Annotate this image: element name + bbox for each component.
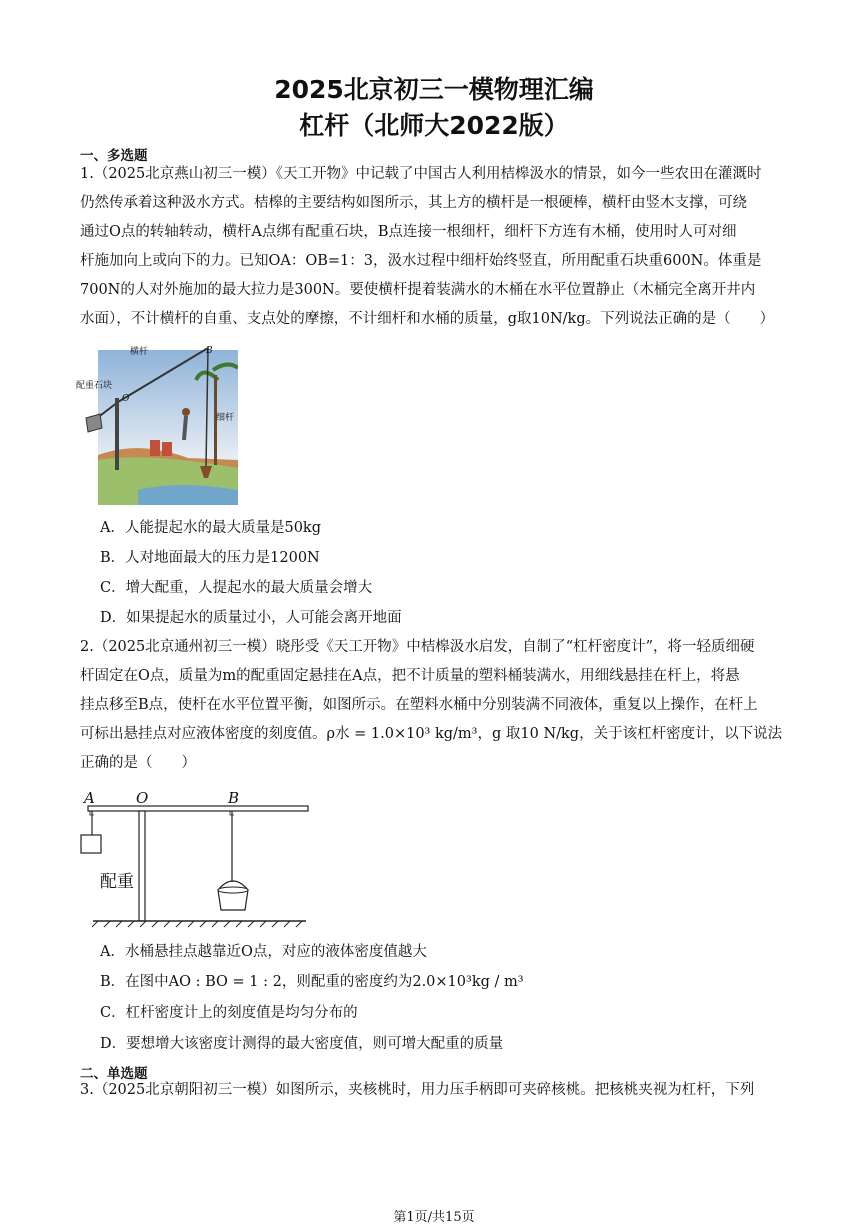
q1-option-a[interactable]: A．人能提起水的最大质量是50kg xyxy=(100,520,321,536)
q2-line: 杆固定在O点，质量为m的配重固定悬挂在A点，把不计质量的塑料桶装满水，用细线悬挂在杆上，将悬 xyxy=(80,668,740,684)
q1-line: 700N的人对外施加的最大拉力是300N。要使横杆提着装满水的木桶在水平位置静止（木桶完全离开井内 xyxy=(80,282,756,298)
q2-line: 正确的是（ ） xyxy=(80,755,196,771)
q1-option-d[interactable]: D．如果提起水的质量过小，人可能会离开地面 xyxy=(100,610,402,626)
q1-line: 仍然传承着这种汲水方式。桔槔的主要结构如图所示，其上方的横杆是一根硬棒，横杆由竖木支撑，可绕 xyxy=(80,195,747,211)
well-sweep-illustration xyxy=(78,340,238,505)
question-3-text xyxy=(80,1076,792,1105)
q2-option-a[interactable]: A．水桶悬挂点越靠近O点，对应的液体密度值越大 xyxy=(100,944,427,960)
section-multiple-choice: 一、多选题 xyxy=(80,148,148,164)
label-rod: 细杆 xyxy=(216,413,235,423)
q2-option-d[interactable]: D．要想增大该密度计测得的最大密度值，则可增大配重的质量 xyxy=(100,1036,504,1052)
label-b: B xyxy=(228,789,240,807)
label-point-o: O xyxy=(122,394,130,404)
label-point-b: B xyxy=(206,346,213,356)
page-title: 2025北京初三一模物理汇编 xyxy=(274,75,594,104)
q2-line: 挂点移至B点，使杆在水平位置平衡，如图所示。在塑料水桶中分别装满不同液体，重复以上操作，在杆上 xyxy=(80,697,758,713)
section-single-choice: 二、单选题 xyxy=(80,1066,148,1082)
label-counterweight: 配重 xyxy=(100,872,134,892)
page-number: 第1页/共15页 xyxy=(393,1210,475,1225)
q1-line: 1.（2025北京燕山初三一模）《天工开物》中记载了中国古人利用桔槔汲水的情景，如今一些农田在灌溉时 xyxy=(80,166,762,182)
q1-line: 水面），不计横杆的自重、支点处的摩擦，不计细杆和水桶的质量，g取10N/kg。下列说法正确的是（ ） xyxy=(80,311,775,327)
label-counterweight: 配重石块 xyxy=(76,381,113,391)
q1-option-c[interactable]: C．增大配重，人提起水的最大质量会增大 xyxy=(100,580,373,596)
q2-option-b[interactable]: B．在图中AO : BO = 1 : 2，则配重的密度约为2.0×10³kg / m³ xyxy=(100,974,524,990)
page-subtitle: 杠杆（北师大2022版） xyxy=(299,111,569,140)
q2-line: 可标出悬挂点对应液体密度的刻度值。ρ水 = 1.0×10³ kg/m³，g 取10 N/kg，关于该杠杆密度计，以下说法 xyxy=(80,726,783,742)
lever-density-meter-diagram xyxy=(78,790,318,930)
question-2-text xyxy=(80,633,792,778)
q1-option-b[interactable]: B．人对地面最大的压力是1200N xyxy=(100,550,320,566)
q1-line: 通过O点的转轴转动，横杆A点绑有配重石块，B点连接一根细杆，细杆下方连有木桶，使用时人可对细 xyxy=(80,224,737,240)
q3-line: 3.（2025北京朝阳初三一模）如图所示，夹核桃时，用力压手柄即可夹碎核桃。把核桃夹视为杠杆，下列 xyxy=(80,1082,755,1098)
q1-line: 杆施加向上或向下的力。已知OA：OB=1：3，汲水过程中细杆始终竖直，所用配重石块重600N。体重是 xyxy=(80,253,762,269)
question-1-text xyxy=(80,160,792,334)
label-a: A xyxy=(84,789,95,807)
q2-option-c[interactable]: C．杠杆密度计上的刻度值是均匀分布的 xyxy=(100,1005,358,1021)
label-o: O xyxy=(136,789,149,807)
q2-line: 2.（2025北京通州初三一模）晓彤受《天工开物》中桔槔汲水启发，自制了“杠杆密度计”，将一轻质细硬 xyxy=(80,639,755,655)
label-crossbar: 横杆 xyxy=(130,347,149,357)
